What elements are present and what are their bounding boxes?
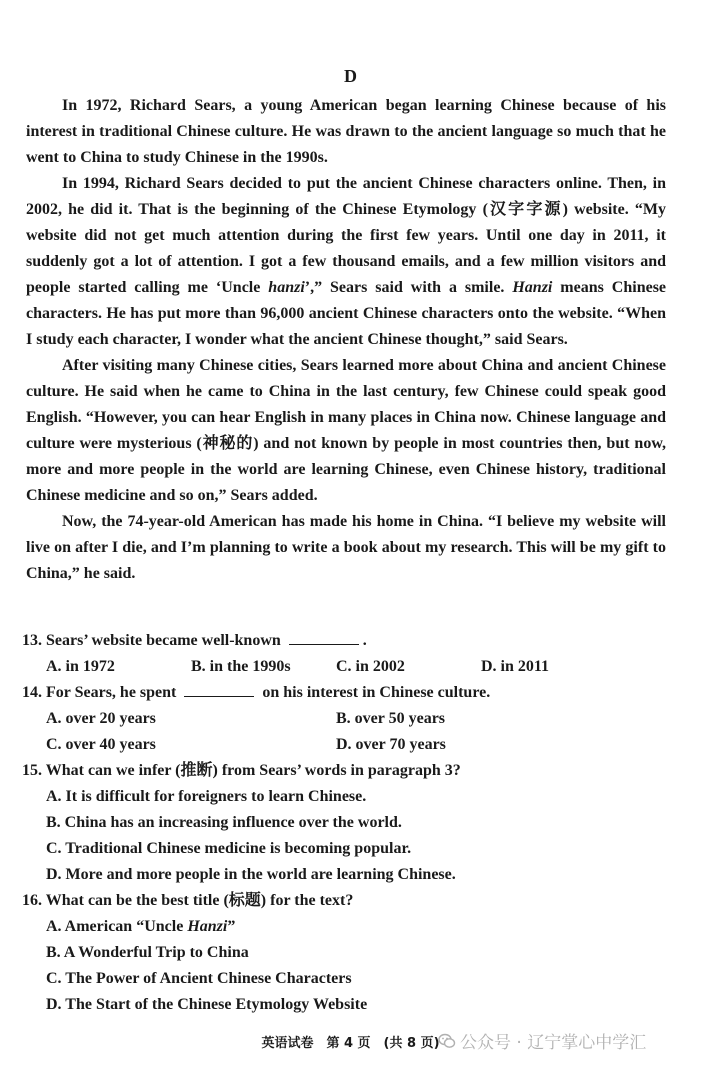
hanzi-term: hanzi bbox=[268, 279, 305, 296]
question-14-text: 14. For Sears, he spent bbox=[22, 684, 177, 701]
watermark bbox=[438, 1028, 646, 1053]
reading-passage bbox=[26, 93, 666, 587]
question-14-stem bbox=[22, 680, 672, 706]
option-d[interactable]: D. in 2011 bbox=[481, 658, 550, 675]
question-13-punct: . bbox=[362, 632, 367, 649]
paragraph-2-part-c: means Chinese characters. He has put more than 96,000 ancient Chinese characters onto the website. “When I study each character, I wonder what the ancient Chinese thought,” said Sears. bbox=[26, 279, 667, 348]
question-14-options-row-1 bbox=[22, 706, 672, 732]
section-title: D bbox=[344, 66, 357, 86]
paragraph-2-part-b: ’,” Sears said with a smile. bbox=[304, 279, 513, 296]
option-a[interactable]: A. over 20 years bbox=[46, 710, 156, 727]
paragraph-4: Now, the 74-year-old American has made his home in China. “I believe my website will live on after I die, and I’m planning to write a book about my research. This will be my gift to China,” he said. bbox=[26, 513, 666, 582]
option-a[interactable] bbox=[46, 914, 672, 940]
option-c[interactable]: C. over 40 years bbox=[46, 736, 156, 753]
question-15-options bbox=[22, 784, 672, 888]
page-footer: 英语试卷 第 4 页 (共 8 页) bbox=[261, 1036, 440, 1051]
paragraph-2 bbox=[26, 171, 666, 353]
option-c[interactable]: C. in 2002 bbox=[336, 658, 405, 675]
question-16-options bbox=[22, 914, 672, 1018]
option-d[interactable]: D. The Start of the Chinese Etymology Website bbox=[46, 996, 368, 1013]
option-a[interactable]: A. in 1972 bbox=[46, 658, 115, 675]
paragraph-2-part-a: In 1994, Richard Sears decided to put the ancient Chinese characters online. Then, in 2002, he did it. That is the beginning of the Chinese Etymology (汉字字源) website. “My website did not get much attention during the first few years. Until one day in 2011, it suddenly got a lot of attention. I got a few thousand emails, and a few million visitors and people started calling me ‘Uncle bbox=[26, 175, 666, 296]
question-13-text: 13. Sears’ website became well-known bbox=[22, 632, 281, 649]
option-c[interactable]: C. Traditional Chinese medicine is becoming popular. bbox=[46, 840, 412, 857]
question-15-stem: 15. What can we infer (推断) from Sears’ words in paragraph 3? bbox=[22, 762, 461, 779]
paragraph-3: After visiting many Chinese cities, Sears learned more about China and ancient Chinese culture. He said when he came to China in the last century, few Chinese could speak good English. “However, you can hear English in many places in China now. Chinese language and culture were mysterious (神秘的) and not known by people in most countries then, but now, more and more people in the world are learning Chinese, even Chinese history, traditional Chinese medicine and so on,” Sears added. bbox=[26, 357, 666, 504]
answer-blank bbox=[289, 628, 359, 645]
option-d[interactable]: D. More and more people in the world are learning Chinese. bbox=[46, 866, 456, 883]
paragraph-1: In 1972, Richard Sears, a young American began learning Chinese because of his interest in traditional Chinese culture. He was drawn to the ancient language so much that he went to China to study Chinese in the 1990s. bbox=[26, 97, 666, 166]
option-c[interactable]: C. The Power of Ancient Chinese Characters bbox=[46, 970, 352, 987]
question-16 bbox=[22, 888, 672, 1018]
question-14-text-end: on his interest in Chinese culture. bbox=[262, 684, 491, 701]
watermark-text: 公众号 · 辽宁掌心中学汇 bbox=[460, 1033, 647, 1053]
question-16-stem: 16. What can be the best title (标题) for the text? bbox=[22, 892, 354, 909]
question-14-options-row-2 bbox=[22, 732, 672, 758]
answer-blank bbox=[184, 680, 254, 697]
option-a[interactable]: A. It is difficult for foreigners to learn Chinese. bbox=[46, 788, 367, 805]
option-a-text: A. American “Uncle bbox=[46, 918, 188, 935]
option-b[interactable]: B. in the 1990s bbox=[191, 658, 291, 675]
option-b[interactable]: B. China has an increasing influence over the world. bbox=[46, 814, 402, 831]
question-14 bbox=[22, 680, 672, 758]
option-b[interactable]: B. over 50 years bbox=[336, 710, 446, 727]
question-13 bbox=[22, 628, 672, 680]
question-13-stem bbox=[22, 628, 672, 654]
option-b[interactable]: B. A Wonderful Trip to China bbox=[46, 944, 249, 961]
option-d[interactable]: D. over 70 years bbox=[336, 736, 446, 753]
wechat-icon bbox=[438, 1032, 456, 1050]
question-15 bbox=[22, 758, 672, 888]
question-13-options bbox=[22, 654, 672, 680]
hanzi-term: Hanzi bbox=[187, 918, 228, 935]
question-list bbox=[22, 628, 672, 1018]
option-a-quote: ” bbox=[227, 918, 236, 935]
hanzi-term: Hanzi bbox=[512, 279, 553, 296]
